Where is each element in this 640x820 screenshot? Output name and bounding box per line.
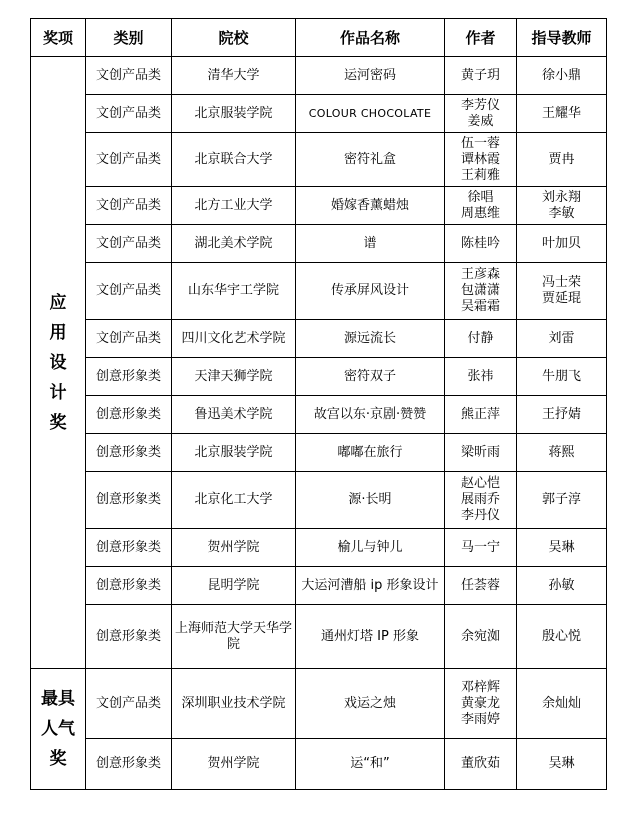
table-row xyxy=(31,95,607,133)
work-cell: 婚嫁香薰蜡烛 xyxy=(296,187,445,225)
author-name: 徐唱 xyxy=(467,189,494,205)
author-name: 陈桂吟 xyxy=(460,235,500,251)
author-name: 邓梓辉 xyxy=(460,679,500,695)
author-name: 付静 xyxy=(467,330,494,346)
table-row xyxy=(31,320,607,358)
table-row xyxy=(31,739,607,790)
author-name: 李丹仪 xyxy=(460,508,500,523)
advisor-name: 孙敏 xyxy=(548,577,575,593)
header-category: 类别 xyxy=(86,19,172,57)
category-cell: 文创产品类 xyxy=(86,263,172,320)
category-cell: 创意形象类 xyxy=(86,605,172,669)
award-label: 计 xyxy=(49,382,67,403)
school-cell: 北京服装学院 xyxy=(172,434,296,472)
header-advisor: 指导教师 xyxy=(517,19,607,57)
category-cell: 创意形象类 xyxy=(86,739,172,790)
category-cell: 文创产品类 xyxy=(86,225,172,263)
table-row xyxy=(31,225,607,263)
work-cell: 密符礼盒 xyxy=(296,133,445,187)
table-row xyxy=(31,396,607,434)
award-label: 设 xyxy=(49,352,67,373)
awards-table xyxy=(30,18,607,790)
category-cell: 创意形象类 xyxy=(86,567,172,605)
category-cell: 创意形象类 xyxy=(86,529,172,567)
author-cell xyxy=(445,669,517,739)
work-cell: 源·长明 xyxy=(296,472,445,529)
author-name: 吴霜霜 xyxy=(460,299,500,314)
advisor-name: 李敏 xyxy=(548,205,575,221)
author-name: 伍一蓉 xyxy=(460,135,500,151)
school-cell: 天津天狮学院 xyxy=(172,358,296,396)
work-cell: 运河密码 xyxy=(296,57,445,95)
advisor-cell xyxy=(517,396,607,434)
author-cell xyxy=(445,133,517,187)
advisor-cell xyxy=(517,133,607,187)
work-cell: 运“和” xyxy=(296,739,445,790)
school-cell: 上海师范大学天华学院 xyxy=(172,605,296,669)
header-row xyxy=(31,19,607,57)
category-cell: 创意形象类 xyxy=(86,358,172,396)
advisor-name: 刘永翔 xyxy=(541,189,581,205)
advisor-name: 吴琳 xyxy=(548,756,575,771)
school-cell: 北京化工大学 xyxy=(172,472,296,529)
author-name: 包潇潇 xyxy=(460,283,500,298)
table-row xyxy=(31,529,607,567)
category-cell: 文创产品类 xyxy=(86,133,172,187)
author-name: 余宛洳 xyxy=(460,628,500,644)
author-name: 王彦森 xyxy=(460,267,500,282)
table-row xyxy=(31,472,607,529)
header-school: 院校 xyxy=(172,19,296,57)
school-cell: 贺州学院 xyxy=(172,739,296,790)
category-cell: 文创产品类 xyxy=(86,57,172,95)
advisor-name: 王抒婧 xyxy=(541,406,581,422)
school-cell: 湖北美术学院 xyxy=(172,225,296,263)
school-cell: 北方工业大学 xyxy=(172,187,296,225)
advisor-cell xyxy=(517,358,607,396)
author-cell xyxy=(445,225,517,263)
author-name: 李芳仪 xyxy=(460,97,500,113)
school-cell: 鲁迅美术学院 xyxy=(172,396,296,434)
author-cell xyxy=(445,95,517,133)
advisor-name: 王耀华 xyxy=(541,105,581,121)
advisor-name: 徐小鼎 xyxy=(541,67,581,83)
category-cell: 创意形象类 xyxy=(86,434,172,472)
advisor-cell xyxy=(517,263,607,320)
table-row xyxy=(31,187,607,225)
advisor-name: 殷心悦 xyxy=(541,628,581,644)
author-name: 黄子玥 xyxy=(460,67,500,83)
school-cell: 四川文化艺术学院 xyxy=(172,320,296,358)
author-cell xyxy=(445,529,517,567)
header-award: 奖项 xyxy=(31,19,86,57)
award-label: 最具 xyxy=(41,689,75,709)
advisor-cell xyxy=(517,529,607,567)
advisor-name: 蒋熙 xyxy=(548,444,575,460)
work-cell: 戏运之烛 xyxy=(296,669,445,739)
award-label: 奖 xyxy=(49,749,67,769)
table-row xyxy=(31,605,607,669)
author-cell xyxy=(445,320,517,358)
author-name: 马一宁 xyxy=(460,539,500,555)
author-name: 黄豪龙 xyxy=(460,695,500,711)
advisor-name: 郭子淳 xyxy=(541,492,581,507)
advisor-cell xyxy=(517,472,607,529)
author-cell xyxy=(445,434,517,472)
author-cell xyxy=(445,187,517,225)
header-author: 作者 xyxy=(445,19,517,57)
author-name: 董欣茹 xyxy=(460,756,500,771)
school-cell: 昆明学院 xyxy=(172,567,296,605)
award-label: 人气 xyxy=(41,719,75,739)
category-cell: 文创产品类 xyxy=(86,95,172,133)
category-cell: 文创产品类 xyxy=(86,187,172,225)
award-cell xyxy=(31,57,86,669)
advisor-name: 余灿灿 xyxy=(541,695,581,711)
category-cell: 创意形象类 xyxy=(86,396,172,434)
school-cell: 北京服装学院 xyxy=(172,95,296,133)
advisor-cell xyxy=(517,225,607,263)
author-cell xyxy=(445,263,517,320)
table-row xyxy=(31,133,607,187)
advisor-cell xyxy=(517,739,607,790)
advisor-cell xyxy=(517,434,607,472)
author-name: 姜威 xyxy=(467,113,494,129)
award-cell xyxy=(31,669,86,790)
table-row xyxy=(31,263,607,320)
work-cell: 密符双子 xyxy=(296,358,445,396)
school-cell: 清华大学 xyxy=(172,57,296,95)
author-name: 梁昕雨 xyxy=(460,444,500,460)
author-name: 张祎 xyxy=(467,368,494,384)
advisor-cell xyxy=(517,320,607,358)
author-name: 赵心恺 xyxy=(460,476,500,491)
advisor-name: 叶加贝 xyxy=(541,235,581,251)
work-cell: 嘟嘟在旅行 xyxy=(296,434,445,472)
author-name: 王莉雅 xyxy=(460,167,500,183)
author-cell xyxy=(445,396,517,434)
table-row xyxy=(31,567,607,605)
advisor-name: 吴琳 xyxy=(548,539,575,555)
author-name: 周惠维 xyxy=(460,205,500,221)
category-cell: 创意形象类 xyxy=(86,472,172,529)
author-name: 展雨乔 xyxy=(460,492,500,507)
school-cell: 山东华宇工学院 xyxy=(172,263,296,320)
category-cell: 文创产品类 xyxy=(86,320,172,358)
advisor-name: 贾冉 xyxy=(548,151,575,167)
table-row xyxy=(31,434,607,472)
advisor-name: 冯士荣 xyxy=(541,275,581,290)
work-cell: COLOUR CHOCOLATE xyxy=(296,95,445,133)
table-body xyxy=(31,57,607,790)
work-cell: 榆儿与钟儿 xyxy=(296,529,445,567)
advisor-cell xyxy=(517,605,607,669)
work-cell: 大运河漕船 ip 形象设计 xyxy=(296,567,445,605)
author-cell xyxy=(445,605,517,669)
author-name: 李雨婷 xyxy=(460,711,500,727)
author-cell xyxy=(445,567,517,605)
advisor-cell xyxy=(517,95,607,133)
award-label: 应 xyxy=(49,292,67,313)
category-cell: 文创产品类 xyxy=(86,669,172,739)
header-work: 作品名称 xyxy=(296,19,445,57)
work-cell: 谱 xyxy=(296,225,445,263)
work-cell: 通州灯塔 IP 形象 xyxy=(296,605,445,669)
table-row xyxy=(31,669,607,739)
work-cell: 故宫以东·京剧·赞赞 xyxy=(296,396,445,434)
author-name: 谭林霞 xyxy=(460,151,500,167)
school-cell: 北京联合大学 xyxy=(172,133,296,187)
table-row xyxy=(31,57,607,95)
award-label: 用 xyxy=(49,322,67,343)
award-label: 奖 xyxy=(49,412,67,433)
advisor-cell xyxy=(517,669,607,739)
advisor-name: 牛朋飞 xyxy=(541,368,581,384)
work-cell: 源远流长 xyxy=(296,320,445,358)
author-name: 任荟蓉 xyxy=(460,577,500,593)
advisor-name: 刘雷 xyxy=(548,330,575,346)
advisor-cell xyxy=(517,57,607,95)
advisor-name: 贾延琨 xyxy=(541,291,581,306)
work-cell: 传承屏风设计 xyxy=(296,263,445,320)
author-cell xyxy=(445,358,517,396)
author-cell xyxy=(445,472,517,529)
school-cell: 深圳职业技术学院 xyxy=(172,669,296,739)
author-cell xyxy=(445,739,517,790)
advisor-cell xyxy=(517,187,607,225)
advisor-cell xyxy=(517,567,607,605)
author-name: 熊正萍 xyxy=(460,406,500,422)
school-cell: 贺州学院 xyxy=(172,529,296,567)
table-row xyxy=(31,358,607,396)
author-cell xyxy=(445,57,517,95)
